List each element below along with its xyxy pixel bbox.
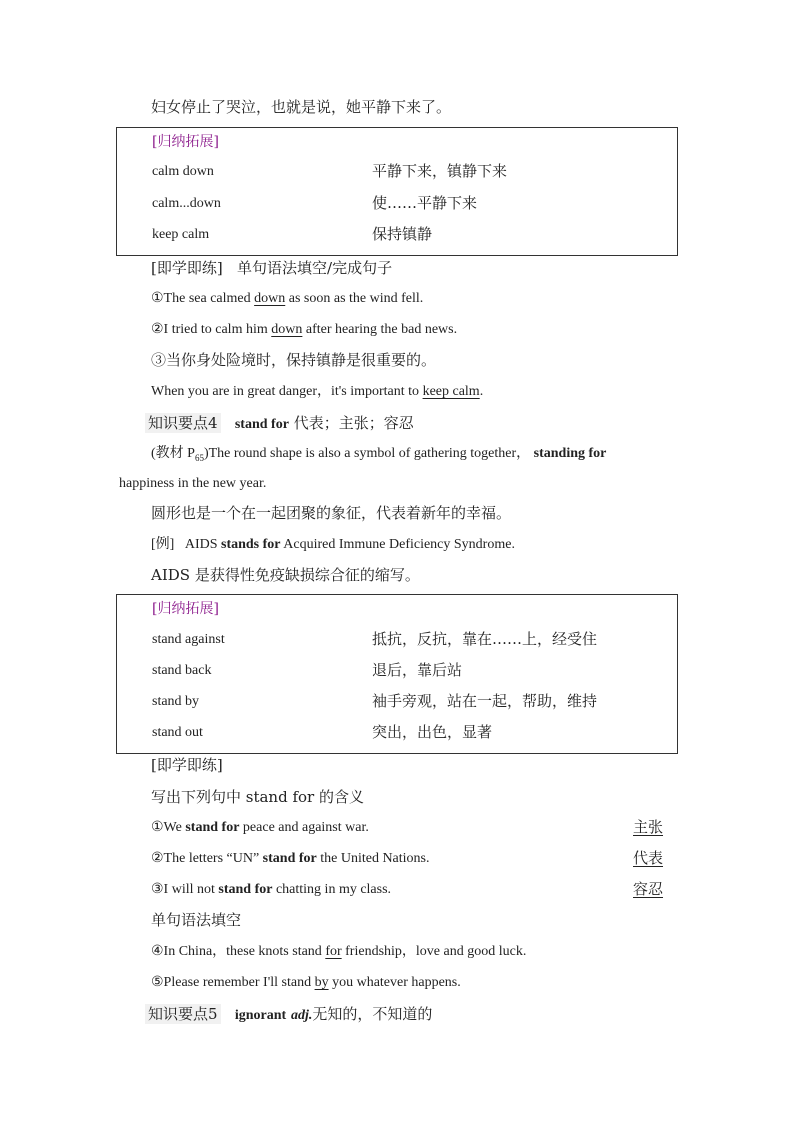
phrase-en: calm...down xyxy=(152,196,221,211)
exercise-answer: by xyxy=(314,975,329,990)
sentence-text: ①We xyxy=(151,820,186,835)
exercise-text: . xyxy=(479,384,484,399)
exercise-answer: down xyxy=(271,322,303,337)
practice-label: [即学即练] xyxy=(151,756,223,774)
sentence-text: Acquired Immune Deficiency Syndrome. xyxy=(280,537,515,552)
key-phrase: stands for xyxy=(221,537,281,552)
sentence-text: AIDS xyxy=(184,537,221,552)
practice-heading xyxy=(151,258,392,278)
practice-task: 单句语法填空/完成句子 xyxy=(237,259,393,277)
exercise-text: ⑤Please remember I'll stand xyxy=(151,975,315,990)
summary-box-calm xyxy=(116,127,678,256)
exercise-text: ①The sea calmed xyxy=(151,291,255,306)
meaning-answer: 代表 xyxy=(633,849,664,867)
exercise-text: as soon as the wind fell. xyxy=(285,291,424,306)
exercise-text: friendship，love and good luck. xyxy=(341,944,527,959)
phrase-cn: 袖手旁观，站在一起，帮助，维持 xyxy=(372,692,598,710)
exercise-text: ④In China，these knots stand xyxy=(151,944,326,959)
textbook-translation: 圆形也是一个在一起团聚的象征，代表着新年的幸福。 xyxy=(151,504,512,522)
box-title: [归纳拓展] xyxy=(152,601,219,617)
example-translation: AIDS 是获得性免疫缺损综合征的缩写。 xyxy=(151,566,420,584)
exercise-2 xyxy=(151,320,457,340)
point-meaning: 代表；主张；容忍 xyxy=(293,414,414,432)
point-word: ignorant xyxy=(234,1008,287,1023)
phrase-en: keep calm xyxy=(152,227,210,242)
phrase-cn: 保持镇静 xyxy=(372,225,433,243)
exercise-5 xyxy=(151,973,461,993)
point-meaning: 无知的，不知道的 xyxy=(312,1005,433,1023)
practice-label: [即学即练] xyxy=(151,259,223,277)
example-sentence xyxy=(151,535,515,555)
sentence-text: )The round shape is also a symbol of gathering together， xyxy=(203,446,531,461)
key-phrase: stand for xyxy=(262,851,317,866)
sentence-text: ③I will not xyxy=(151,882,219,897)
point-tag: 知识要点4 xyxy=(145,413,221,433)
key-phrase: stand for xyxy=(218,882,273,897)
sentence-text: chatting in my class. xyxy=(272,882,392,897)
phrase-en: stand by xyxy=(152,694,200,709)
part-of-speech: adj. xyxy=(290,1008,313,1023)
point-tag: 知识要点5 xyxy=(145,1004,221,1024)
sentence-text: the United Nations. xyxy=(316,851,430,866)
key-phrase: stand for xyxy=(185,820,240,835)
exercise-text: When you are in great danger，it's important to xyxy=(151,384,423,399)
meaning-item-3 xyxy=(151,880,391,900)
textbook-sentence xyxy=(151,444,674,468)
phrase-cn: 退后，靠后站 xyxy=(372,661,463,679)
meaning-answer: 容忍 xyxy=(633,880,664,898)
box-title: [归纳拓展] xyxy=(152,134,219,150)
point-word: stand for xyxy=(234,417,289,432)
phrase-en: stand out xyxy=(152,725,203,740)
exercise-answer: for xyxy=(325,944,342,959)
knowledge-point-4 xyxy=(145,413,414,435)
source-page: 65 xyxy=(194,452,204,463)
practice-task: 写出下列句中 stand for 的含义 xyxy=(151,788,364,806)
exercise-text: ②I tried to calm him xyxy=(151,322,272,337)
phrase-en: stand against xyxy=(152,632,225,647)
meaning-item-1 xyxy=(151,818,369,838)
phrase-cn: 突出，出色，显著 xyxy=(372,723,493,741)
phrase-cn: 抵抗，反抗，靠在……上，经受住 xyxy=(372,630,598,648)
phrase-en: calm down xyxy=(152,164,214,179)
meaning-item-2 xyxy=(151,849,430,869)
meaning-answer: 主张 xyxy=(633,818,664,836)
exercise-text: after hearing the bad news. xyxy=(302,322,458,337)
example-label: [例] xyxy=(151,537,175,552)
source-ref: (教材 P xyxy=(151,446,195,461)
exercise-text: you whatever happens. xyxy=(328,975,461,990)
exercise-answer: keep calm xyxy=(422,384,480,399)
summary-box-stand xyxy=(116,594,678,754)
phrase-cn: 使……平静下来 xyxy=(372,194,478,212)
exercise-4 xyxy=(151,942,526,962)
key-phrase: standing for xyxy=(533,446,607,461)
phrase-en: stand back xyxy=(152,663,212,678)
textbook-sentence-cont: happiness in the new year. xyxy=(119,476,267,491)
intro-translation: 妇女停止了哭泣，也就是说，她平静下来了。 xyxy=(151,98,452,116)
sentence-text: ②The letters “UN” xyxy=(151,851,263,866)
exercise-1 xyxy=(151,289,423,309)
sentence-text: peace and against war. xyxy=(239,820,369,835)
practice-task-2: 单句语法填空 xyxy=(151,911,242,929)
knowledge-point-5 xyxy=(145,1004,432,1026)
exercise-3-en xyxy=(151,382,483,402)
exercise-answer: down xyxy=(254,291,286,306)
phrase-cn: 平静下来，镇静下来 xyxy=(372,162,508,180)
exercise-3-cn: ③当你身处险境时，保持镇静是很重要的。 xyxy=(151,351,437,369)
